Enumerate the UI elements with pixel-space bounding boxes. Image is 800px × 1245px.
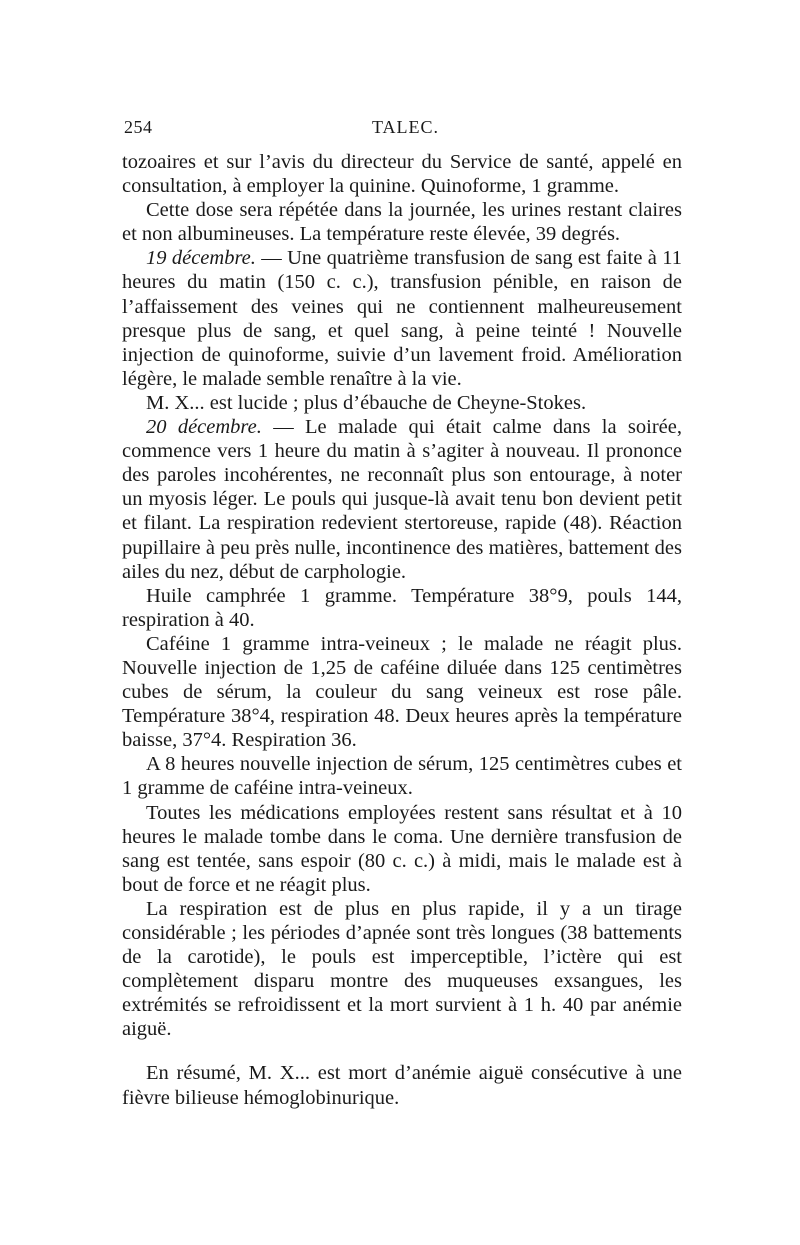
page-number: 254 [124,117,153,137]
paragraph: A 8 heures nouvelle injection de sérum, 125 centimètres cubes et 1 gramme de caféine intra-veineux. [122,753,682,800]
paragraph: Huile camphrée 1 gramme. Température 38°9, pouls 144, respiration à 40. [122,584,682,631]
running-header [124,117,684,143]
paragraph-summary: En résumé, M. X... est mort d’anémie aiguë consécutive à une fièvre bilieuse hémoglobinurique. [122,1062,682,1109]
paragraph: La respiration est de plus en plus rapide, il y a un tirage considérable ; les périodes d’apnée sont très longues (38 battements de la carotide), le pouls est imperceptible, l’ictère qui est complètement disparu montre des muqueuses exsangues, les extrémités se refroidissent et la mort survient à 1 h. 40 par anémie aiguë. [122,897,682,1041]
entry-date: 20 décembre. [146,416,262,439]
paragraph: Toutes les médications employées restent sans résultat et à 10 heures le malade tombe dans le coma. Une dernière transfusion de sang est tentée, sans espoir (80 c. c.) à midi, mais le malade est à bout de force et ne réagit plus. [122,801,682,896]
paragraph-dated-entry: 20 décembre. — Le malade qui était calme dans la soirée, commence vers 1 heure du matin à s’agiter à nouveau. Il prononce des paroles incohérentes, ne reconnaît plus son entourage, à noter un myosis léger. Le pouls qui jusque-là avait tenu bon devient petit et filant. La respiration redevient stertoreuse, rapide (48). Réaction pupillaire à peu près nulle, incontinence des matières, battement des ailes du nez, début de carphologie. [122,416,682,583]
entry-date: 19 décembre. [146,247,256,270]
paragraph-dated-entry: 19 décembre. — Une quatrième transfusion de sang est faite à 11 heures du matin (150 c. c.), transfusion pénible, en raison de l’affaissement des veines qui ne contiennent malheureusement presque plus de sang, et quel sang, à peine teinté ! Nouvelle injection de quinoforme, suivie d’un lavement froid. Amélioration légère, le malade semble renaître à la vie. [122,247,682,390]
paragraph-continuation: tozoaires et sur l’avis du directeur du Service de santé, appelé en consultation, à employer la quinine. Quinoforme, 1 gramme. [122,151,682,198]
body-text [122,150,682,1110]
paragraph: M. X... est lucide ; plus d’ébauche de Cheyne-Stokes. [146,391,587,414]
paragraph: Cette dose sera répétée dans la journée, les urines restant claires et non albumineuses. La température reste élevée, 39 degrés. [122,199,682,246]
running-head-title: TALEC. [372,117,440,137]
paragraph: Caféine 1 gramme intra-veineux ; le malade ne réagit plus. Nouvelle injection de 1,25 de caféine diluée dans 125 centimètres cubes de sérum, la couleur du sang veineux est rose pâle. Température 38°4, respiration 48. Deux heures après la température baisse, 37°4. Respiration 36. [122,632,682,752]
